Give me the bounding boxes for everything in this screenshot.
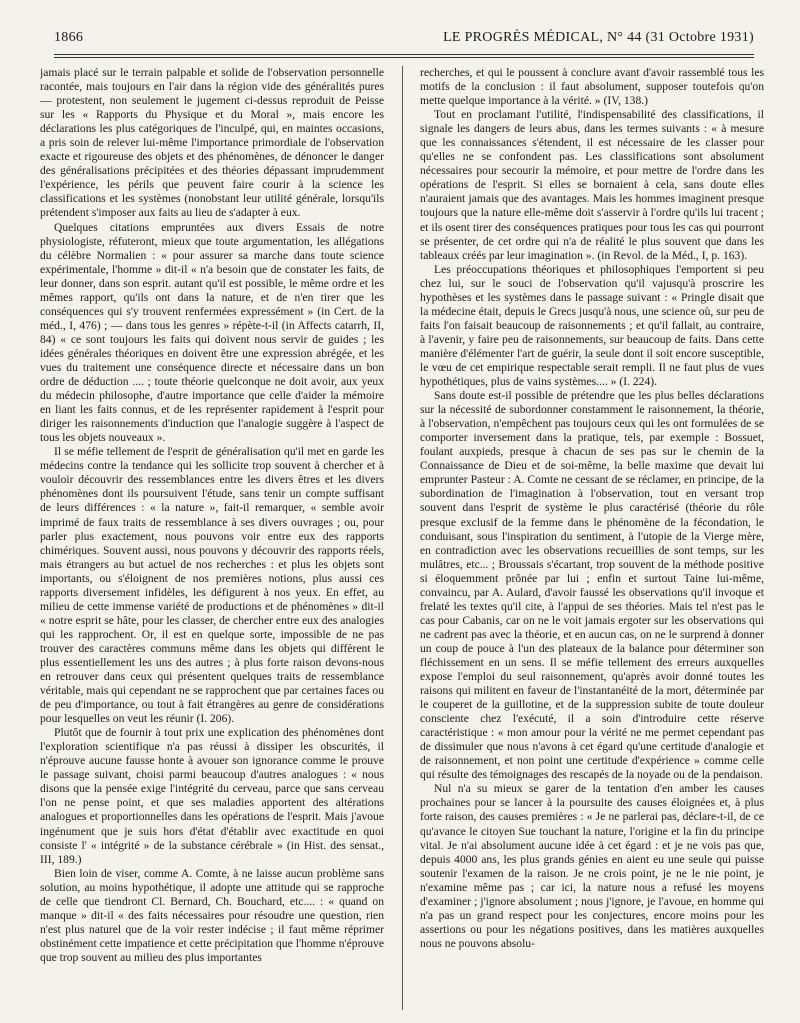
paragraph: jamais placé sur le terrain palpable et solide de l'observation personnelle racontée, mais toujours en l'air dans la région vide des généralités pures — protestent, non seulement le jugement ci-dessus reproduit de Peisse sur les « Rapports du Physique et du Moral », mais encore les déclarations les plus catégoriques de l'inculpé, qui, en maintes occasions, a pris soin de relever lui-même l'importance primordiale de l'observation exacte et rigoureuse des objets et des phénomènes, de dénoncer le danger des généralisations précipitées et des théories dépassant imprudemment l'expérience, les périls que peuvent faire courir à la science les classifications et les systèmes (nonobstant leur utilité générale, lorsqu'ils prétendent s'imposer aux faits au lieu de s'adapter à eux.: [40, 66, 384, 220]
header-rule-double: [54, 57, 754, 58]
column-divider: [402, 66, 403, 1010]
paragraph: Nul n'a su mieux se garer de la tentation d'en amber les causes prochaines pour se lancer à la poursuite des causes éloignées et, à plus forte raison, des causes premières : « Je ne parlerai pas, déclare-t-il, de ce qu'avance le citoyen Sue touchant la nature, l'origine et la fin du principe vital. Je n'ai absolument aucune idée à cet égard : et je ne vois pas que, depuis 4000 ans, les plus grands génies en aient eu une seule qui puisse soutenir l'examen de la raison. Je ne crois point, je ne le nie point, je n'examine même pas ; car ici, la nature nous a refusé les moyens d'examiner ; j'ignore absolument ; nous j'ignore, je l'avoue, en homme qui n'a pas un grand respect pour les conjectures, encore moins pour les assertions ou pour les négations positives, dans les matières auxquelles nous ne pouvons absolu-: [420, 782, 764, 950]
header-rule: [54, 54, 754, 55]
paragraph: Les préoccupations théoriques et philosophiques l'emportent si peu chez lui, sur le souci de l'observation qu'il vajusqu'à proscrire les hypothèses et les systèmes dans le passage suivant : « Pringle disait que la médecine était, depuis le Grecs jusqu'à nous, une science où, sur peu de faits l'on faisait beaucoup de raisonnements ; et qu'il fallait, au contraire, à l'avenir, y faire peu de raisonnements, sur beaucoup de faits. Dans cette manière d'élémenter l'art de guérir, la seule dont il soit encore susceptible, le vœu de cet empirique respectable serait rempli. Il ne faut plus de vues hypothétiques, plus de vains systèmes.... » (I. 224).: [420, 262, 764, 389]
paragraph: recherches, et qui le poussent à conclure avant d'avoir rassemblé tous les motifs de la conclusion : il faut absolument, supposer toutefois qu'on mette quelque importance à la vérité. » (IV, 138.): [420, 66, 764, 108]
paragraph: Il se méfie tellement de l'esprit de généralisation qu'il met en garde les médecins contre la tendance qui les sollicite trop souvent à chercher et à vouloir découvrir des ressemblances entre les divers êtres et les divers phénomènes dont ils poursuivent l'étude, sans tenir un compte suffisant de leurs différences : « la nature », fait-il remarquer, « semble avoir imprimé de faux traits de ressemblance à ses divers ouvrages ; ou, pour parler plus exactement, nous pouvons voir entre eux des rapports chimériques. Souvent aussi, nous pouvons y découvrir des rapports réels, mais étrangers au but actuel de nos recherches : et plus les objets sont importants, ou s'éloignent de nos premières notions, plus aussi ces rapports diversement infidèles, les défigurent à nos yeux. En effet, au milieu de cette immense variété de productions et de phénomènes » dit-il « notre esprit se hâte, pour les classer, de chercher entre eux des analogies qui les rapprochent. Or, il est en quelque sorte, impossible de ne pas trouver des caractères communs même dans les objets qui diffèrent le plus essentiellement les uns des autres ; à plus forte raison devons-nous en retrouver dans ceux qui présentent quelques traits de ressemblance véritable, mais qui cependant ne se rapprochent que par certaines faces ou de peu d'importance, ou tout à fait étrangères au genre de considérations pour lesquelles on veut les réunir (I. 206).: [40, 445, 384, 726]
paragraph: Quelques citations empruntées aux divers Essais de notre physiologiste, réfuteront, mieux que toute argumentation, les allégations du célèbre Normalien : « pour assurer sa marche dans toute science expérimentale, l'homme » dit-il « n'a besoin que de constater les faits, de leur donner, dans son esprit. autant qu'il est possible, le même ordre et les mêmes rapport, qu'ils ont dans la nature, et de n'en tirer que les conséquences qui s'y trouvent renfermées expressément » (in Cert. de la méd., I, 476) ; — dans tous les genres » répète-t-il (in Affects catarrh, II, 84) « ce sont toujours les faits qui doivent nous servir de guides ; les idées générales théoriques en doivent être une expression abrégée, et les vues du traitement une conséquence directe et nécessaire dans un bon ordre de déduction .... ; toute théorie quelconque ne doit avoir, aux yeux du médecin philosophe, d'autre importance que celle d'aider la mémoire en liant les faits connus, et de les représenter rapidement à l'esprit pour diriger les raisonnements d'induction que l'analogie suggère à l'aspect de tous les objets nouveaux ».: [40, 220, 384, 445]
page-number: 1866: [54, 30, 84, 45]
running-title: LE PROGRÈS MÉDICAL, N° 44 (31 Octobre 1931): [443, 30, 754, 45]
page-header: [54, 30, 754, 52]
paragraph: Sans doute est-il possible de prétendre que les plus belles déclarations sur la nécessité de subordonner constamment le raisonnement, la théorie, à l'observation, n'empêchent pas toujours ceux qui les ont formulées de se comporter inversement dans la pratique, tels, par exemple : Bossuet, foulant auxpieds, presque à chacun de ses pas sur le chemin de la Connaissance de Dieu et de soi-même, la belle maxime que devait lui emprunter Pasteur : A. Comte ne cessant de se réclamer, en principe, de la subordination de l'imagination à l'observation, tout en versant trop souvent dans l'esprit de système le plus caractérisé (théorie du rôle presque exclusif de la femme dans le phénomène de la fécondation, le conduisant, sous l'inspiration du sentiment, à l'utopie de la Vierge mère, en contradiction avec les observations recueillies de sont temps, sur les mulâtres, etc... ; Broussais s'écartant, trop souvent de la méthode positive si éloquemment prônée par lui ; enfin et surtout Taine lui-même, convaincu, par A. Aulard, d'avoir faussé les observations qu'il invoque et frelaté les textes qu'il cite, à l'appui de ses théories. Mais tel n'est pas le cas pour Cabanis, car on ne le voit jamais ergoter sur les observations qui ne cadrent pas avec la théorie, et en aucun cas, on ne le surprend à donner un coup de pouce à l'un des plateaux de la balance pour déterminer son fléchissement en un sens. Il se méfie tellement des erreurs auxquelles expose l'emploi du seul raisonnement, qu'après avoir donné toutes les raisons qui militent en faveur de l'instantanéité de la mort, déterminée par le couperet de la guillotine, et de la suppression subite de toute douleur consciente chez l'exécuté, il a soin d'introduire cette réserve caractéristique : « mon amour pour la vérité ne me permet cependant pas de dissimuler que nous n'avons à cet égard qu'une certitude d'analogie et de raisonnement, et non point une certitude d'expérience » comme celle qui résulte des témoignages des rescapés de la noyade ou de la pendaison.: [420, 389, 764, 782]
right-column: [420, 66, 764, 1011]
left-column: [40, 66, 384, 1011]
paragraph: Bien loin de viser, comme A. Comte, à ne laisse aucun problème sans solution, au moins hypothétique, il adopte une attitude qui se rapproche de celle que tiendront Cl. Bernard, Ch. Bouchard, etc.... : « quand on manque » dit-il « des faits nécessaires pour résoudre une question, rien n'est plus naturel que de la voir rester indécise ; il faut même réprimer obstinément cette impatience et cette précipitation que l'homme n'éprouve que trop souvent au milieu des plus importantes: [40, 866, 384, 964]
paragraph: Plutôt que de fournir à tout prix une explication des phénomènes dont l'exploration scientifique n'a pas réussi à dissiper les obscurités, il n'éprouve aucune fausse honte à avouer son ignorance comme le prouve le passage suivant, choisi parmi beaucoup d'autres analogues : « nous disons que la pensée exige l'intégrité du cerveau, parce que sans cerveau l'on ne pense point, et que ses maladies apportent des altérations analogues et proportionnelles dans les opérations de l'esprit. Mais j'avoue ingénument que je suis hors d'état d'établir avec exactitude en quoi consiste l' « intégrité » de la substance cérébrale » (in Hist. des sensat., III, 189.): [40, 726, 384, 866]
paragraph: Tout en proclamant l'utilité, l'indispensabilité des classifications, il signale les dangers de leurs abus, dans les termes suivants : « à mesure que les connaissances s'étendent, il est nécessaire de les classer pour qu'elles ne se confondent pas. Les classifications sont absolument nécessaires pour secourir la mémoire, et pour mettre de l'ordre dans les opérations de l'esprit. Si elles se bornaient à cela, sans doute elles n'auraient jamais que des avantages. Mais les hommes imaginent presque toujours que la nature elle-même doit s'asservir à l'ordre qu'ils lui tracent ; et ils osent tirer des conséquences pratiques pour tous les cas qui pourront se présenter, de cet ordre qui n'a de réalité le plus souvent que dans les tableaux créés par leur imagination ». (in Revol. de la Méd., I, p. 163).: [420, 108, 764, 262]
